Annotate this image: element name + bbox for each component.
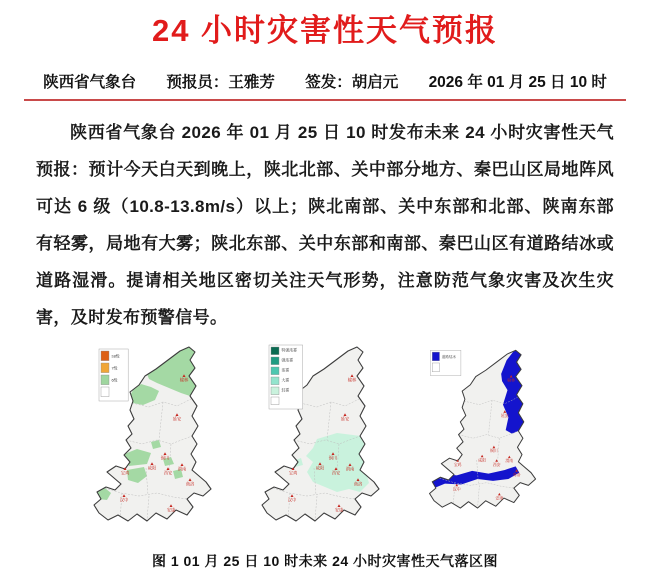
city-label: 榆林 [347, 377, 357, 383]
legend-swatch [432, 363, 439, 372]
issuer-name: 签发：胡启元 [305, 74, 399, 91]
ice-map [425, 337, 561, 544]
city-label: 渭南 [345, 466, 355, 472]
city-label: 汉中 [287, 497, 297, 503]
city-label: 延安 [172, 416, 182, 422]
maps-row [0, 343, 650, 550]
legend-label: ≥8级 [111, 353, 120, 359]
bulletin-page [0, 5, 650, 570]
map-legend [269, 345, 303, 409]
city-label: 安康 [495, 495, 504, 501]
city-label: 咸阳 [147, 465, 157, 471]
city-label: 铜川 [160, 455, 170, 461]
legend-label: 特强浓雾 [281, 347, 298, 353]
legend-swatch [271, 387, 279, 395]
legend-swatch [271, 397, 279, 405]
legend-label: 浓雾 [281, 367, 290, 373]
legend-swatch [101, 351, 109, 361]
city-label: 商洛 [185, 481, 195, 487]
legend-label: 强浓雾 [281, 357, 294, 363]
city-label: 延安 [340, 416, 350, 422]
legend-label: 6级 [111, 377, 118, 383]
legend-label: 7级 [111, 365, 118, 371]
legend-swatch [271, 377, 279, 385]
city-label: 铜川 [490, 448, 498, 454]
forecast-text: 陕西省气象台 2026 年 01 月 25 日 10 时发布未来 24 小时灾害性天气预报：预计今天白天到晚上，陕北北部、关中部分地方、秦巴山区局地阵风可达 6 级（10.8-13.8m/s）以上；陕北南部、关中东部和北部、陕南东部有轻雾，局地有大雾；陕北东部、关中东部和南部、秦巴山区有道路结冰或道路湿滑。提请相关地区密切关注天气形势，注意防范气象灾害及次生灾害，及时发布预警信号。 [36, 123, 614, 328]
legend-label: 道路结冰 [441, 355, 456, 360]
city-label: 汉中 [452, 486, 461, 492]
map-legend [99, 349, 128, 401]
city-label: 延安 [500, 413, 509, 419]
legend-swatch [101, 375, 109, 385]
city-label: 咸阳 [315, 465, 325, 471]
city-label: 宝鸡 [120, 470, 130, 476]
map-region [456, 508, 492, 523]
city-label: 榆林 [179, 377, 189, 383]
meta-line [0, 70, 650, 101]
city-label: 宝鸡 [453, 462, 462, 468]
legend-label: 大雾 [281, 377, 290, 383]
forecaster-name: 预报员：王雅芳 [166, 74, 275, 91]
city-label: 西安 [492, 462, 501, 468]
legend-swatch [101, 363, 109, 373]
city-label: 汉中 [119, 497, 129, 503]
city-label: 安康 [166, 507, 176, 513]
city-label: 渭南 [177, 466, 187, 472]
gale-map [89, 343, 239, 550]
city-label: 宝鸡 [288, 470, 298, 476]
legend-label: 轻雾 [281, 387, 290, 393]
city-label: 榆林 [507, 377, 516, 383]
city-label: 咸阳 [478, 457, 487, 463]
page-title: 24 小时灾害性天气预报 [151, 13, 499, 48]
city-label: 安康 [334, 507, 344, 513]
map-legend [430, 351, 460, 376]
city-label: 商洛 [353, 481, 363, 487]
city-label: 西安 [331, 470, 341, 476]
legend-swatch [101, 387, 109, 397]
figure-caption: 图 1 01 月 25 日 10 时未来 24 小时灾害性天气落区图 [151, 553, 499, 570]
agency-name: 陕西省气象台 [43, 74, 137, 91]
city-label: 西安 [163, 470, 173, 476]
legend-swatch [432, 352, 439, 361]
city-label: 铜川 [328, 455, 338, 461]
legend-swatch [271, 367, 279, 375]
legend-swatch [271, 347, 279, 355]
legend-swatch [271, 357, 279, 365]
fog-map [257, 343, 407, 550]
city-label: 渭南 [505, 458, 514, 464]
issue-datetime: 2026 年 01 月 25 日 10 时 [428, 74, 607, 91]
meta-underlined [24, 70, 626, 101]
city-label: 商洛 [512, 472, 521, 478]
